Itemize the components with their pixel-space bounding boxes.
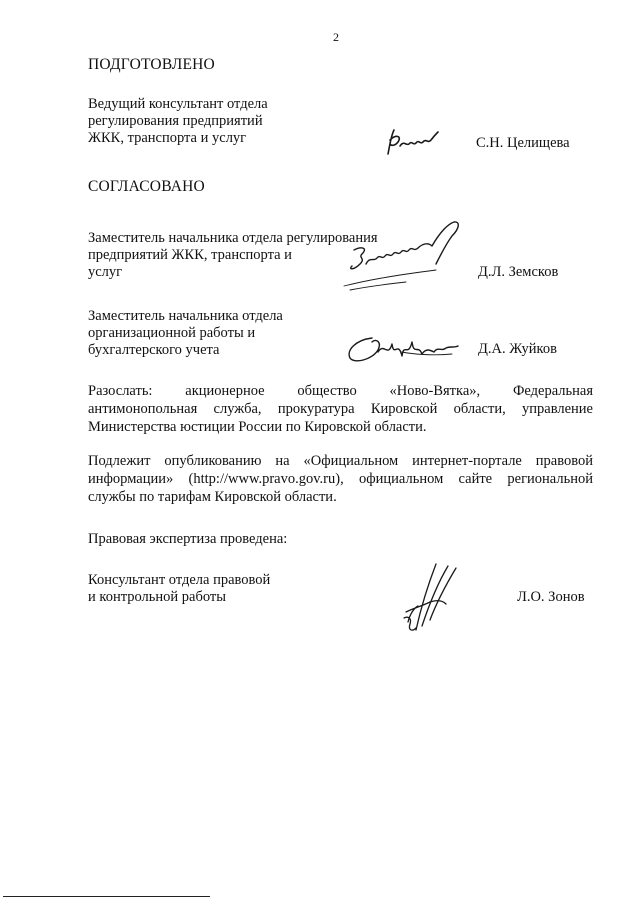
agreed-signer-position-line: услуг xyxy=(88,264,123,280)
agreed-heading: СОГЛАСОВАНО xyxy=(88,178,205,195)
prepared-name: С.Н. Целищева xyxy=(476,135,570,151)
signature-zonov xyxy=(396,560,466,636)
prepared-heading: ПОДГОТОВЛЕНО xyxy=(88,56,215,73)
agreed-signer-2-position xyxy=(88,308,283,359)
agreed-signer-1-position xyxy=(88,230,378,281)
legal-review-text: Правовая экспертиза проведена: xyxy=(88,531,288,547)
legal-review-position-line: Консультант отдела правовой xyxy=(88,572,271,588)
distribution-line: антимонопольная служба, прокуратура Кировской области, управление xyxy=(88,401,593,417)
signature-tselishcheva xyxy=(382,124,442,158)
footnote-separator xyxy=(3,896,210,897)
prepared-position-line: ЖКК, транспорта и услуг xyxy=(88,130,247,146)
page-number: 2 xyxy=(333,30,339,44)
agreed-signer-1-name: Д.Л. Земсков xyxy=(478,264,559,280)
distribution-line: Разослать: акционерное общество «Ново-Вятка», Федеральная xyxy=(88,383,593,399)
legal-review-position-line: и контрольной работы xyxy=(88,589,226,605)
agreed-signer-position-line: Заместитель начальника отдела регулирования xyxy=(88,230,378,246)
agreed-signer-position-line: предприятий ЖКК, транспорта и xyxy=(88,247,292,263)
agreed-signer-position-line: бухгалтерского учета xyxy=(88,342,220,358)
legal-review-name: Л.О. Зонов xyxy=(517,589,585,605)
distribution-block xyxy=(88,382,593,436)
publication-block xyxy=(88,452,593,506)
legal-review-position xyxy=(88,572,270,606)
publication-line: информации» (http://www.pravo.gov.ru), официальном сайте региональной xyxy=(88,471,593,487)
prepared-position-line: регулирования предприятий xyxy=(88,113,263,129)
publication-line: Подлежит опубликованию на «Официальном интернет-портале правовой xyxy=(88,453,593,469)
prepared-position xyxy=(88,96,268,147)
signature-zhuikov xyxy=(342,328,464,368)
signature-zemskov xyxy=(336,216,476,298)
publication-line: службы по тарифам Кировской области. xyxy=(88,489,337,505)
prepared-position-line: Ведущий консультант отдела xyxy=(88,96,268,112)
agreed-signer-position-line: организационной работы и xyxy=(88,325,256,341)
agreed-signer-2-name: Д.А. Жуйков xyxy=(478,341,557,357)
agreed-signer-position-line: Заместитель начальника отдела xyxy=(88,308,283,324)
distribution-line: Министерства юстиции России по Кировской области. xyxy=(88,419,427,435)
